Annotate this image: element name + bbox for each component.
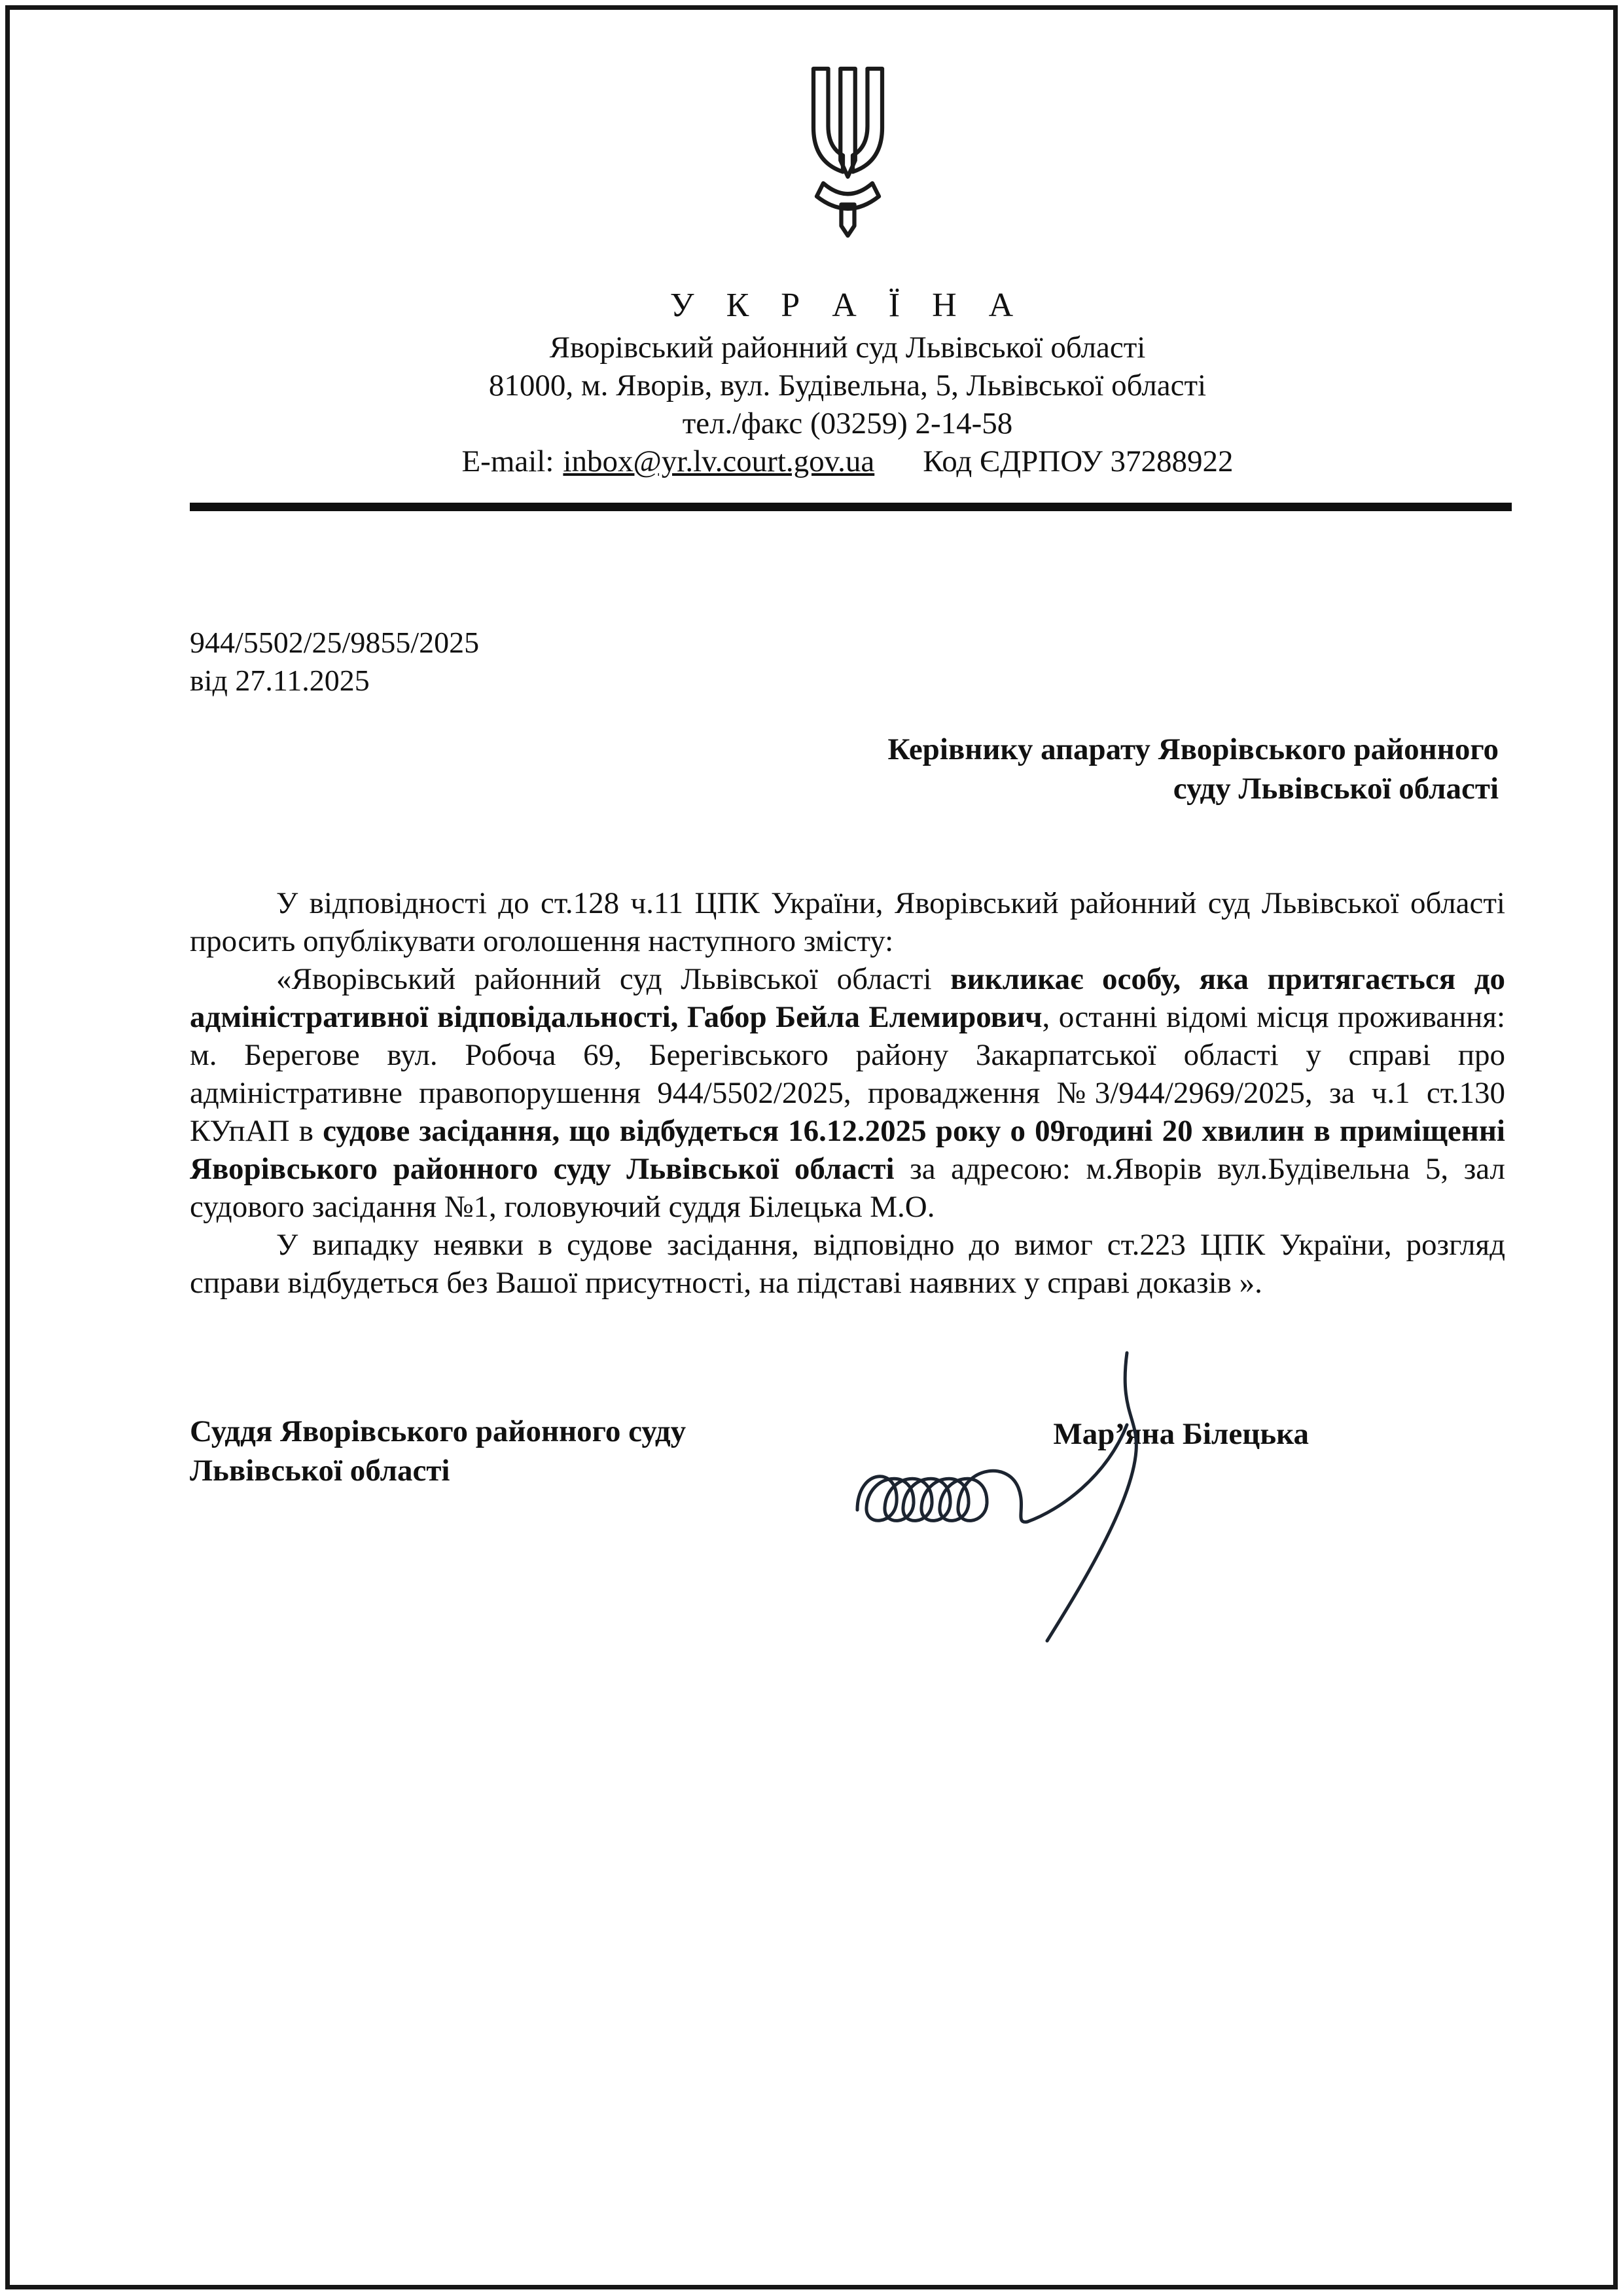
- paragraph: [190, 960, 1505, 1226]
- signature-block: [190, 1412, 1505, 1490]
- paragraph: [190, 1226, 1505, 1302]
- signer-title-line-2: Львівської області: [190, 1454, 450, 1488]
- paragraph-segment: , останні відомі місця проживання: м. Берегове вул. Робоча 69, Берегівського району Закарпатської області у справі про адміністративне правопорушення 944/5502/2025, провадження №3/944/2969/2025, за ч.1 ст.130 КУпАП в: [190, 1000, 1506, 1148]
- letter-body: [190, 884, 1505, 1302]
- signer-name: Мар’яна Білецька: [1053, 1417, 1309, 1451]
- paragraph-segment: за адресою: м.Яворів вул.Будівельна 5, зал судового засідання №1, головуючий суддя Білецька М.О.: [190, 1152, 1505, 1224]
- edrpou-code: Код ЄДРПОУ 37288922: [923, 444, 1234, 478]
- case-number: 944/5502/25/9855/2025: [190, 626, 480, 659]
- signer-title: [190, 1412, 686, 1490]
- meta-block: [190, 624, 1505, 700]
- court-address: 81000, м. Яворів, вул. Будівельна, 5, Львівської області: [488, 368, 1207, 403]
- recipient-block: [190, 730, 1505, 808]
- paragraph-segment: У відповідності до ст.128 ч.11 ЦПК України, Яворівський районний суд Львівської області просить опублікувати оголошення наступного змісту:: [190, 886, 1505, 958]
- ukraine-trident-icon: [791, 59, 905, 255]
- paragraph-segment: У випадку неявки в судове засідання, відповідно до вимог ст.223 ЦПК України, розгляд справи відбудеться без Вашої присутності, на підставі наявних у справі доказів ».: [190, 1228, 1505, 1300]
- paragraph-segment-bold: викликає особу, яка притягається до адміністративної відповідальності, Габор Бейла Елемирович: [190, 962, 1505, 1034]
- email-link: inbox@yr.lv.court.gov.ua: [563, 444, 875, 478]
- letter-date: від 27.11.2025: [190, 664, 370, 697]
- country-name: У К Р А Ї Н А: [669, 287, 1026, 324]
- paragraph: [190, 884, 1505, 960]
- contact-line: [190, 442, 1505, 480]
- header-divider-rule: [190, 503, 1512, 511]
- paragraph-segment: «Яворівський районний суд Львівської області: [276, 962, 951, 996]
- court-name: Яворівський районний суд Львівської області: [549, 331, 1146, 365]
- recipient-line-1: Керівнику апарату Яворівського районного: [887, 732, 1499, 766]
- paragraph-segment-bold: судове засідання, що відбудеться 16.12.2025 року о 09годині 20 хвилин в приміщенні Яворівського районного суду Львівської області: [190, 1114, 1505, 1186]
- email-label: E-mail:: [461, 444, 554, 478]
- letterhead: [190, 286, 1505, 511]
- signer-title-line-1: Суддя Яворівського районного суду: [190, 1414, 687, 1448]
- phone-line: тел./факс (03259) 2-14-58: [682, 406, 1013, 440]
- emblem-wrap: [190, 59, 1505, 259]
- handwritten-signature-icon: [831, 1314, 1250, 1654]
- recipient-line-2: суду Львівської області: [1173, 772, 1499, 806]
